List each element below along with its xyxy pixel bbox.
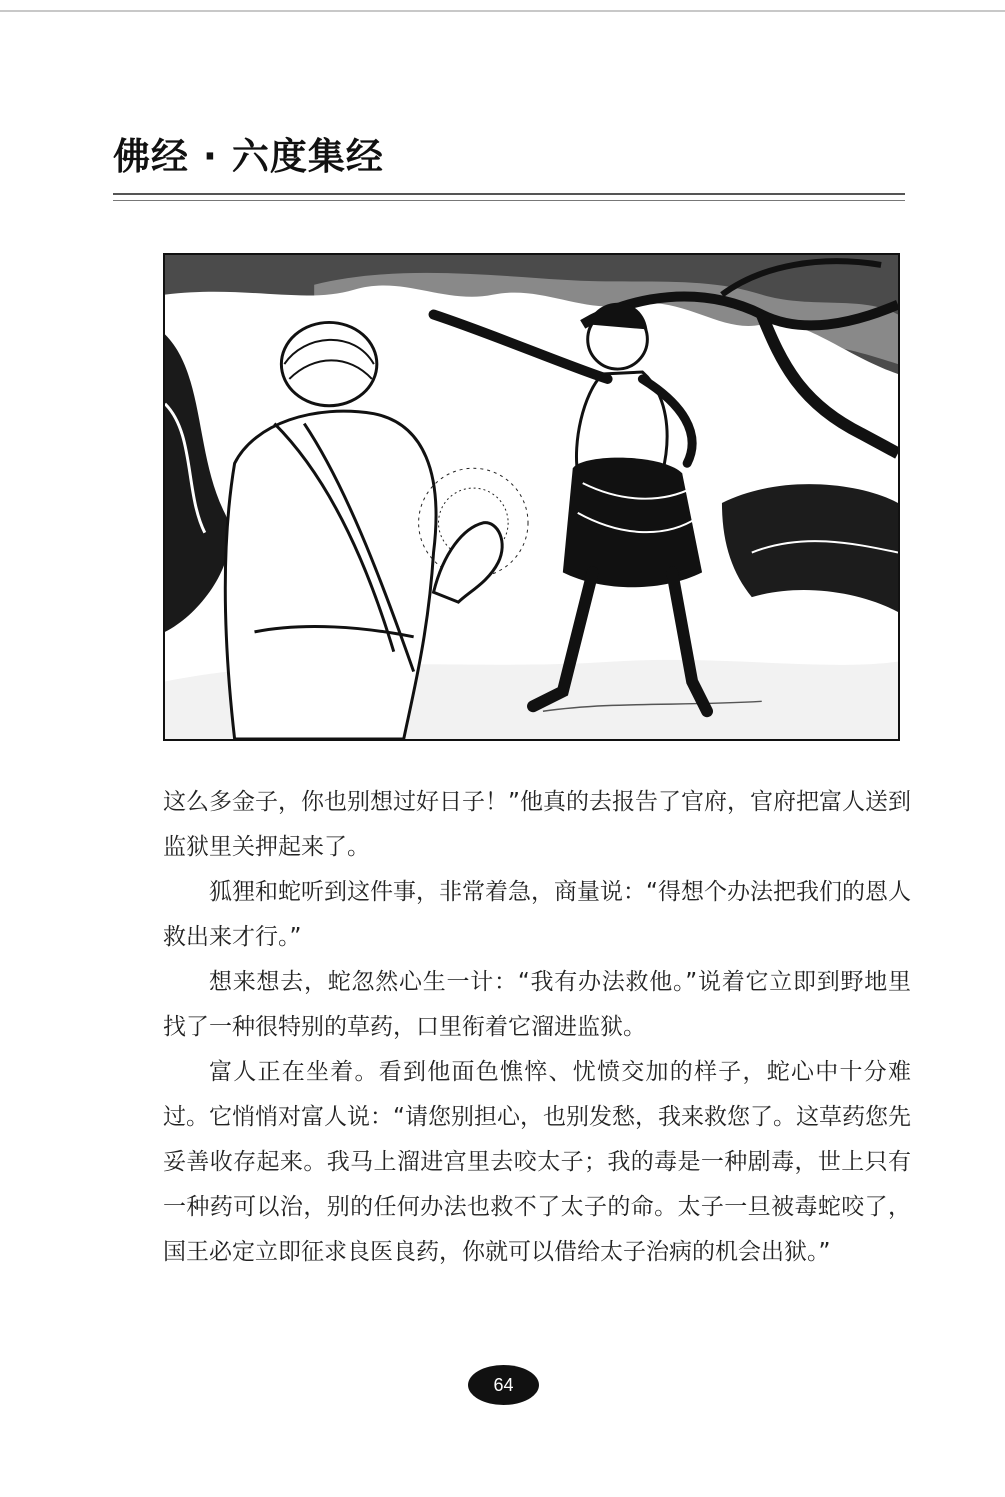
paragraph: 这么多金子，你也别想过好日子！”他真的去报告了官府，官府把富人送到监狱里关押起来了。 [163, 789, 911, 860]
illustration-panel [163, 253, 900, 741]
paragraph: 富人正在坐着。看到他面色憔悴、忧愤交加的样子，蛇心中十分难过。它悄悄对富人说：“请您别担心，也别发愁，我来救您了。这草药您先妥善收存起来。我马上溜进宫里去咬太子；我的毒是一种剧毒，世上只有一种药可以治，别的任何办法也救不了太子的命。太子一旦被毒蛇咬了，国王必定立即征求良医良药，你就可以借给太子治病的机会出狱。” [163, 1059, 911, 1265]
body-text [163, 780, 911, 1275]
header-divider-thin [113, 200, 905, 201]
header-divider [113, 193, 905, 195]
page-number-badge: 64 [468, 1365, 539, 1405]
paragraph: 想来想去，蛇忽然心生一计：“我有办法救他。”说着它立即到野地里找了一种很特别的草药，口里衔着它溜进监狱。 [163, 969, 911, 1040]
illustration-icon [165, 255, 898, 739]
page-header-title: 佛经 · 六度集经 [113, 135, 384, 178]
paragraph: 狐狸和蛇听到这件事，非常着急，商量说：“得想个办法把我们的恩人救出来才行。” [163, 879, 911, 950]
top-border-line [0, 10, 1005, 12]
